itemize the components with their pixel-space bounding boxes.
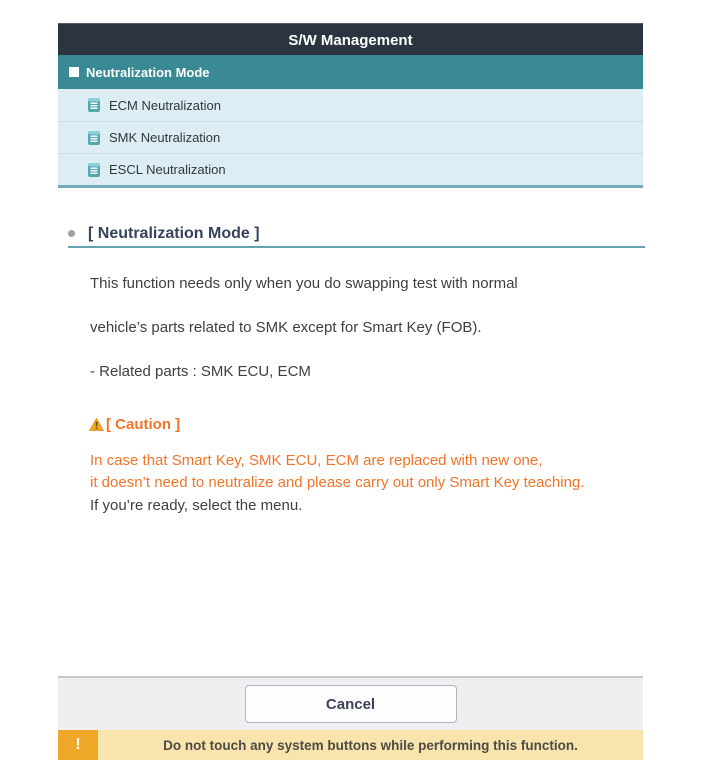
neutralization-menu-list	[58, 89, 643, 188]
menu-item-smk-neutralization[interactable]	[58, 121, 643, 153]
caution-heading	[89, 416, 180, 433]
dot-bullet-icon	[68, 230, 75, 237]
menu-item-escl-neutralization[interactable]	[58, 153, 643, 185]
exclamation-icon: !	[58, 730, 98, 760]
square-bullet-icon	[69, 67, 79, 77]
content-heading	[68, 221, 645, 248]
menu-item-label: ESCL Neutralization	[109, 162, 226, 177]
content-heading-label: [ Neutralization Mode ]	[88, 224, 260, 242]
cancel-button[interactable]: Cancel	[245, 685, 457, 723]
page-title: S/W Management	[288, 31, 413, 49]
caution-heading-label: [ Caution ]	[106, 416, 181, 433]
window-title-bar	[58, 23, 643, 56]
document-icon	[88, 98, 100, 112]
warning-triangle-icon	[89, 418, 104, 431]
menu-item-ecm-neutralization[interactable]	[58, 89, 643, 121]
menu-item-label: SMK Neutralization	[109, 130, 221, 145]
notice-text: Do not touch any system buttons while performing this function.	[163, 737, 578, 753]
section-header-neutralization-mode	[58, 55, 643, 89]
document-icon	[88, 163, 100, 177]
section-title: Neutralization Mode	[86, 64, 210, 80]
related-parts-line: - Related parts : SMK ECU, ECM	[90, 363, 311, 380]
ready-prompt: If you’re ready, select the menu.	[90, 497, 303, 514]
description-line: This function needs only when you do swapping test with normal	[90, 275, 518, 292]
footer-action-bar	[58, 676, 643, 730]
notice-bar	[58, 730, 643, 760]
menu-item-label: ECM Neutralization	[109, 97, 221, 113]
caution-line: it doesn’t need to neutralize and please carry out only Smart Key teaching.	[90, 474, 585, 491]
caution-line: In case that Smart Key, SMK ECU, ECM are replaced with new one,	[90, 452, 543, 469]
description-line: vehicle’s parts related to SMK except for Smart Key (FOB).	[90, 319, 482, 336]
document-icon	[88, 131, 100, 145]
